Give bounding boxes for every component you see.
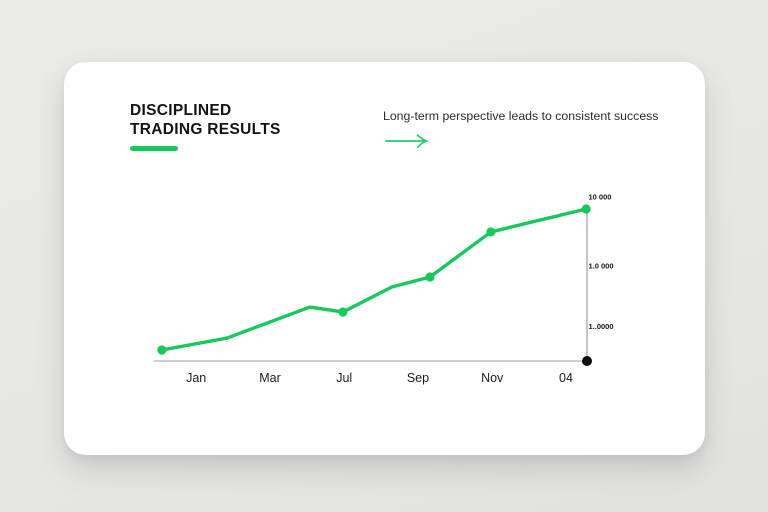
x-axis-tick-label: Nov [481,371,504,385]
page-title-line-1: DISCIPLINED [130,102,232,119]
x-axis-tick-label: Sep [406,371,430,385]
results-card [64,62,705,455]
trading-results-chart [64,62,705,455]
axis-origin-dot [582,356,592,366]
data-point-dot [582,204,591,213]
data-point-dot [425,272,434,281]
subtitle-text: Long-term perspective leads to consistent success [383,109,659,123]
y-axis-tick-label: 1..0000 [588,322,614,332]
x-axis-tick-label: Jul [336,371,353,385]
data-point-dot [157,345,166,354]
x-axis-tick-label: Mar [259,371,281,385]
x-axis-tick-label: Jan [186,371,207,385]
data-point-dot [338,307,347,316]
y-axis-tick-label: 10 000 [588,192,612,202]
line-chart-svg [64,62,705,455]
x-axis-tick-label: 04 [559,371,573,385]
page-title-line-2: TRADING RESULTS [130,120,281,138]
data-point-dot [486,227,495,236]
y-axis-tick-label: 1.0 000 [588,261,614,271]
results-line [162,209,586,350]
